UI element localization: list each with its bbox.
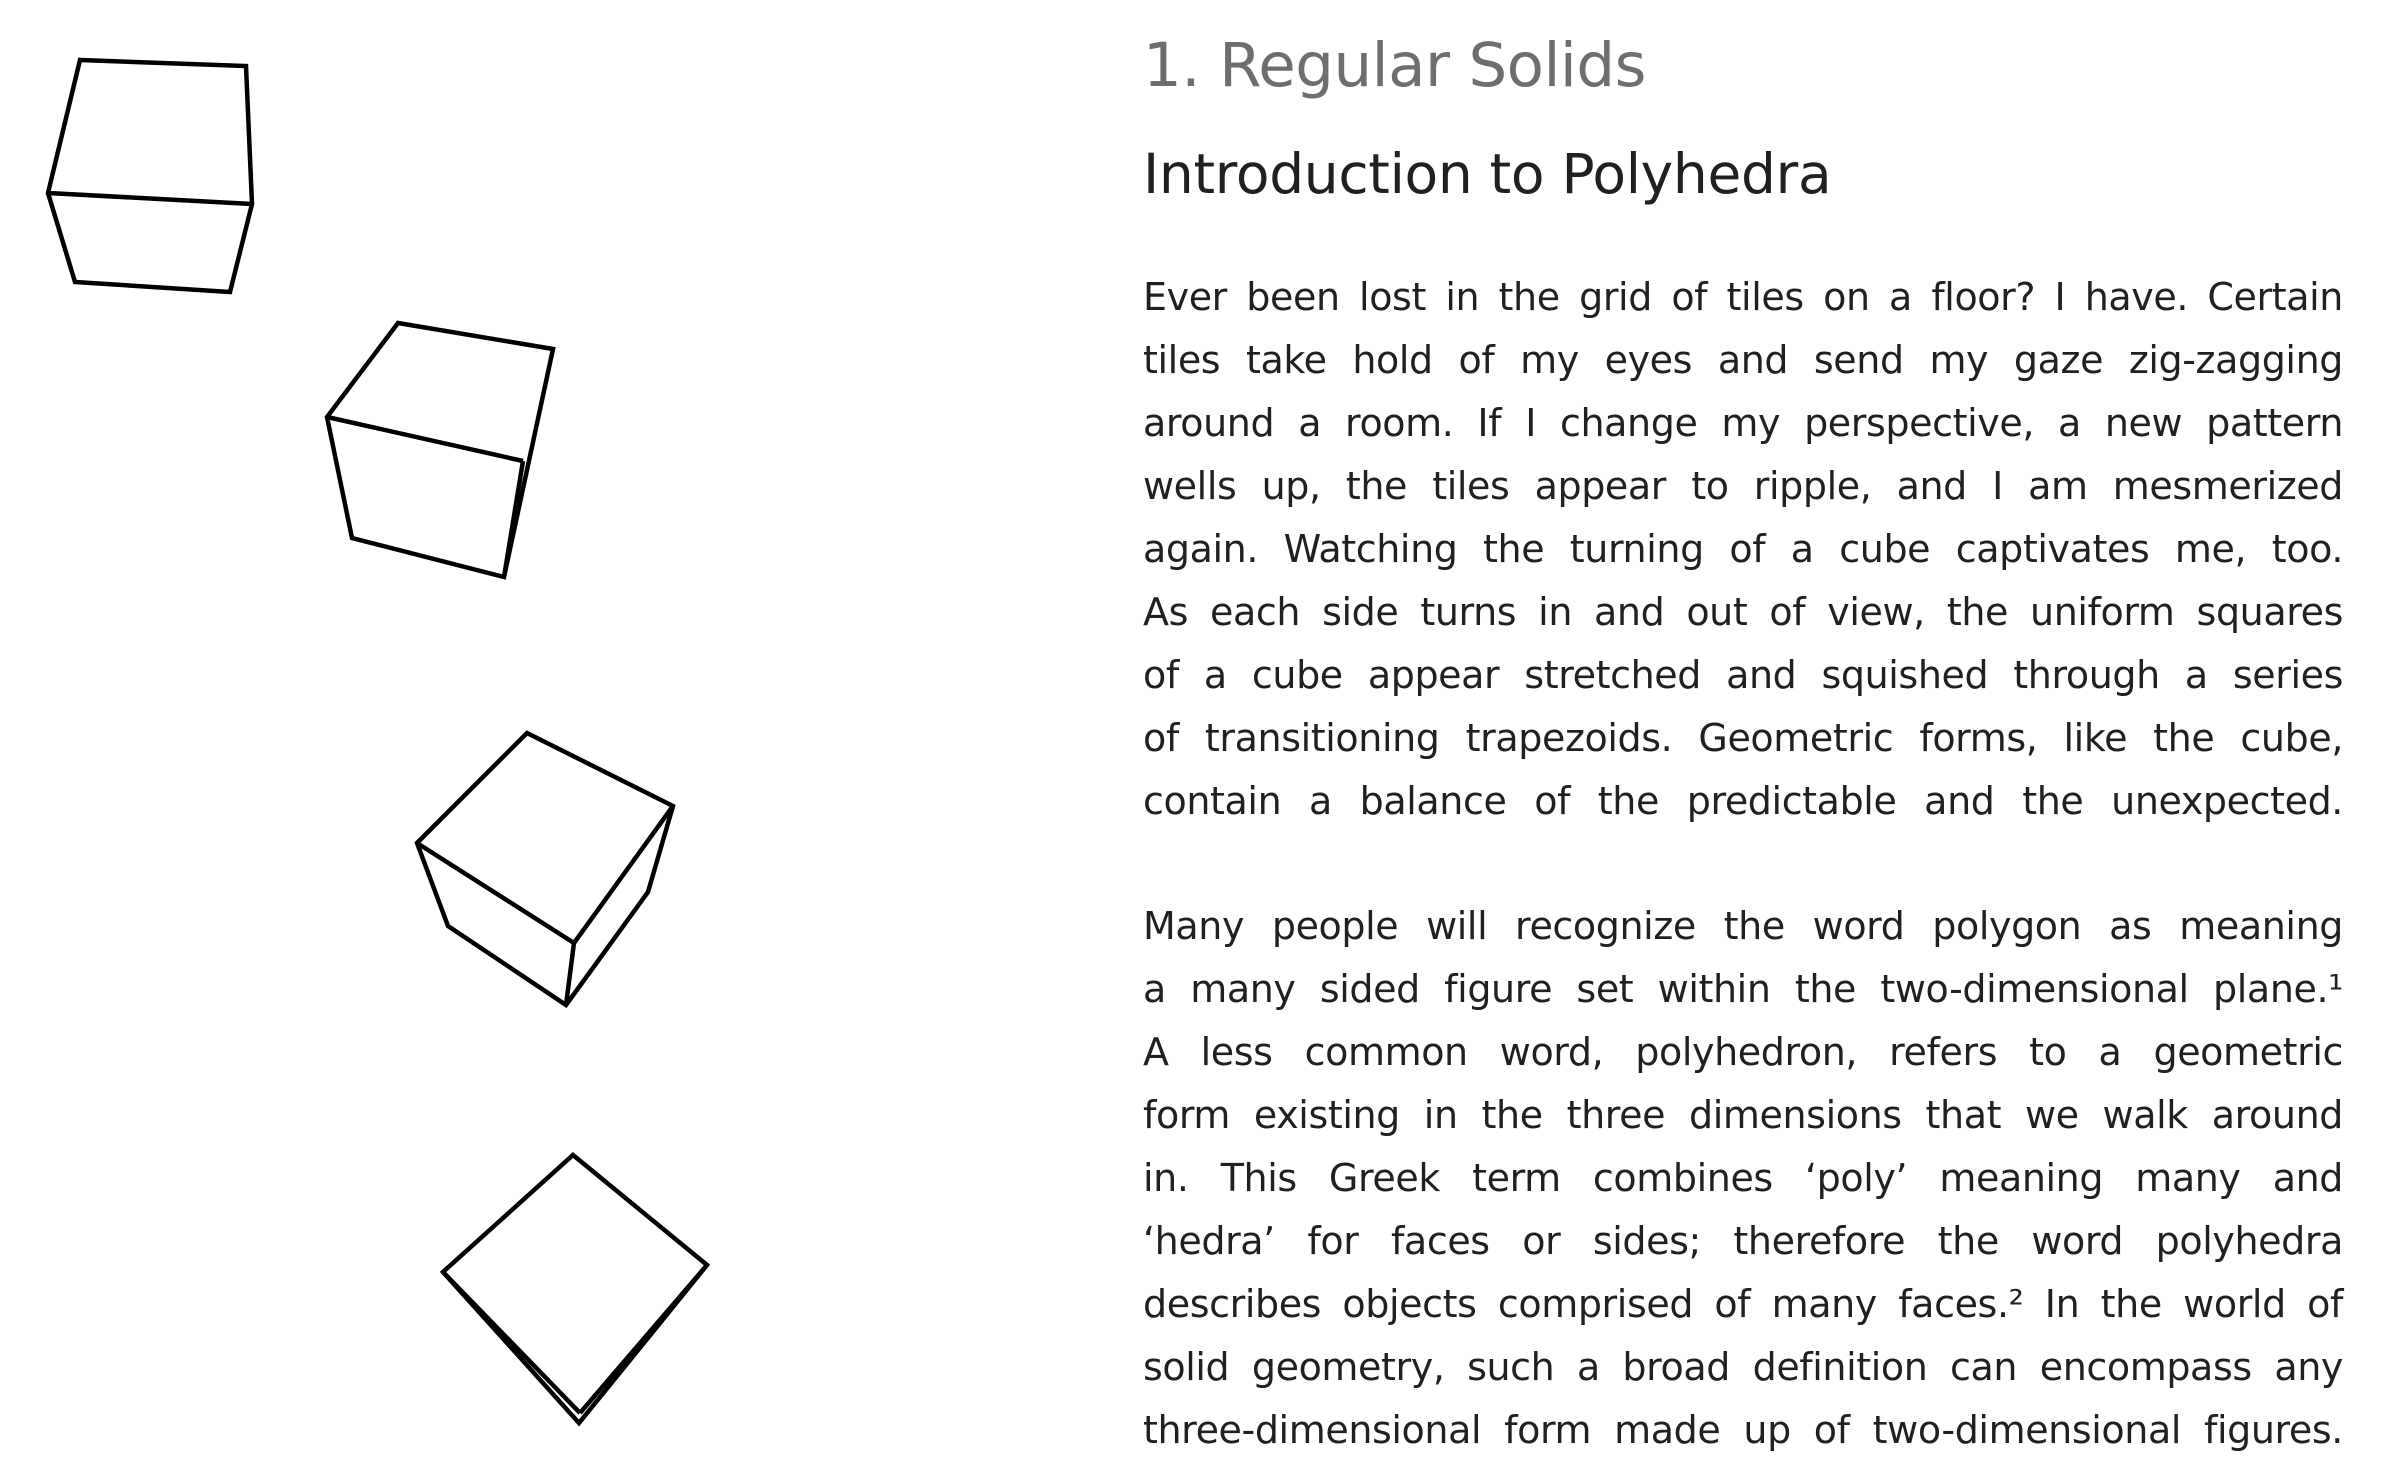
chapter-title: 1. Regular Solids xyxy=(1143,30,1646,101)
cube-4-outline xyxy=(443,1155,707,1423)
cube-2-edge-a xyxy=(327,417,523,461)
text-line: A less common word, polyhedron, refers to a geometric xyxy=(1143,1030,2343,1074)
text-line: ‘hedra’ for faces or sides; therefore the word polyhedra xyxy=(1143,1219,2343,1263)
text-line: solid geometry, such a broad definition can encompass any xyxy=(1143,1345,2343,1389)
cube-1 xyxy=(48,60,252,292)
text-line: Ever been lost in the grid of tiles on a floor? I have. Certain xyxy=(1143,275,2343,319)
text-line: three-dimensional form made up of two-dimensional figures. xyxy=(1143,1408,2343,1452)
text-line: describes objects comprised of many faces.² In the world of xyxy=(1143,1282,2343,1326)
text-line: around a room. If I change my perspective, a new pattern xyxy=(1143,401,2343,445)
text-line: contain a balance of the predictable and the unexpected. xyxy=(1143,779,2343,823)
cube-2-edge-b xyxy=(504,461,523,577)
cube-4 xyxy=(443,1155,707,1423)
text-line: tiles take hold of my eyes and send my gaze zig-zagging xyxy=(1143,338,2343,382)
text-line: again. Watching the turning of a cube captivates me, too. xyxy=(1143,527,2343,571)
cube-1-outline xyxy=(48,60,252,292)
text-line: wells up, the tiles appear to ripple, and I am mesmerized xyxy=(1143,464,2343,508)
cube-4-edge-b xyxy=(580,1265,707,1413)
text-line: a many sided figure set within the two-dimensional plane.¹ xyxy=(1143,967,2343,1011)
paragraph-2 xyxy=(1143,895,2343,1462)
section-title: Introduction to Polyhedra xyxy=(1143,142,1832,206)
text-line: of a cube appear stretched and squished through a series xyxy=(1143,653,2343,697)
text-line: of transitioning trapezoids. Geometric forms, like the cube, xyxy=(1143,716,2343,760)
cube-3 xyxy=(417,733,673,1005)
paragraph-1 xyxy=(1143,266,2343,833)
cube-1-edge xyxy=(48,193,252,204)
text-line: As each side turns in and out of view, the uniform squares xyxy=(1143,590,2343,634)
cube-3-edge-a xyxy=(417,843,574,943)
cube-2 xyxy=(327,323,553,577)
cube-2-outline xyxy=(327,323,553,577)
text-column xyxy=(1143,22,2343,1462)
text-line: Many people will recognize the word polygon as meaning xyxy=(1143,904,2343,948)
text-line: form existing in the three dimensions that we walk around xyxy=(1143,1093,2343,1137)
text-line: in. This Greek term combines ‘poly’ meaning many and xyxy=(1143,1156,2343,1200)
rotating-cube-illustration xyxy=(0,0,1100,1481)
cube-4-edge-a xyxy=(443,1272,580,1413)
